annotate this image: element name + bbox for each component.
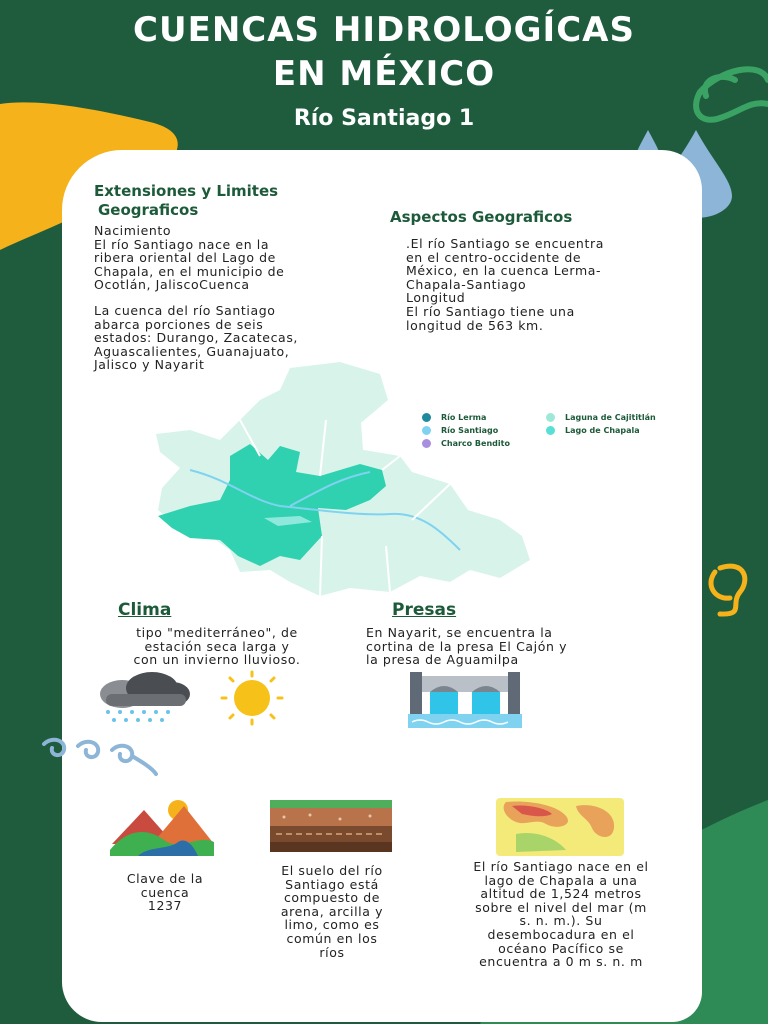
- legend-label: Charco Bendito: [441, 439, 510, 448]
- dam-icon: [408, 668, 522, 730]
- text-line: El río Santiago tiene una: [406, 303, 575, 319]
- text-line: Clave de la: [126, 871, 204, 886]
- mountains-icon: [108, 798, 216, 858]
- text-line: Chapala, en el municipio de: [94, 263, 285, 279]
- sun-icon: [204, 670, 300, 726]
- text-line: cortina de la presa El Cajón y: [366, 638, 568, 654]
- text-line: encuentra a 0 m s. n. m: [479, 954, 643, 970]
- text-line: El suelo del río: [281, 863, 383, 878]
- title-line-2: EN MÉXICO: [272, 54, 496, 94]
- legend-label: Río Lerma: [441, 413, 487, 422]
- text-line: El río Santiago nace en la: [94, 236, 270, 252]
- legend-dot-laguna-cajititlan: [546, 413, 555, 422]
- aspectos-heading: Aspectos Geograficos: [390, 208, 573, 226]
- altitud-text: [436, 860, 686, 969]
- text-line: estados: Durango, Zacatecas,: [94, 330, 299, 346]
- text-line: ribera oriental del Lago de: [94, 250, 276, 266]
- clima-heading: Clima: [118, 600, 172, 620]
- text-line: Santiago está: [285, 876, 379, 892]
- text-line: ríos: [319, 944, 345, 960]
- text-line: en el centro-occidente de: [406, 249, 582, 265]
- text-line: la presa de Aguamilpa: [366, 652, 519, 668]
- text-line: En Nayarit, se encuentra la: [366, 625, 553, 640]
- extensiones-heading-line1: Extensiones y Limites: [94, 182, 279, 200]
- soil-layers-icon: [270, 800, 392, 852]
- text-line: sobre el nivel del mar (m: [475, 899, 647, 915]
- text-line: s. n. m.). Su: [519, 913, 603, 929]
- legend-label: Lago de Chapala: [565, 426, 640, 435]
- text-line: tipo "mediterráneo", de: [136, 625, 298, 640]
- text-line: Ocotlán, JaliscoCuenca: [94, 277, 250, 293]
- legend-dot-rio-lerma: [422, 413, 431, 422]
- text-line: lago de Chapala a una: [484, 872, 638, 888]
- legend-dot-lago-chapala: [546, 426, 555, 435]
- rain-cloud-icon: [92, 672, 194, 728]
- text-line: La cuenca del río Santiago: [94, 303, 276, 318]
- text-line: con un invierno lluvioso.: [133, 652, 301, 668]
- text-line: compuesto de: [283, 890, 381, 906]
- extensiones-paragraph-1: [94, 224, 384, 292]
- text-line: .El río Santiago se encuentra: [406, 236, 604, 251]
- elevation-map-icon: [496, 798, 624, 856]
- jalisco-map: [150, 360, 540, 600]
- text-line: océano Pacífico se: [498, 940, 624, 956]
- clima-text: [92, 626, 342, 667]
- legend-label: Río Santiago: [441, 426, 499, 435]
- text-line: longitud de 563 km.: [406, 317, 544, 333]
- presas-text: [366, 626, 666, 667]
- text-line: Chapala-Santiago: [406, 276, 527, 292]
- text-line: cuenca: [140, 884, 190, 900]
- swirl-blue-decoration: [38, 734, 158, 778]
- legend-label: Laguna de Cajititlán: [565, 413, 656, 422]
- text-line: común en los: [286, 930, 378, 946]
- text-line: México, en la cuenca Lerma-: [406, 263, 602, 279]
- legend-dot-rio-santiago: [422, 426, 431, 435]
- text-line: abarca porciones de seis: [94, 316, 264, 332]
- subtitle: Río Santiago 1: [293, 106, 475, 131]
- swirl-right-yellow: [711, 566, 745, 614]
- text-line: arena, arcilla y: [280, 903, 384, 919]
- text-line: desembocadura en el: [487, 926, 635, 942]
- text-line: Jalisco y Nayarit: [94, 357, 205, 373]
- text-line: limo, como es: [284, 917, 380, 933]
- clave-cuenca-text: [90, 872, 240, 913]
- presas-heading: Presas: [392, 600, 457, 620]
- text-line: Aguascalientes, Guanajuato,: [94, 343, 290, 359]
- text-line: El río Santiago nace en el: [473, 859, 649, 874]
- extensiones-heading: [94, 182, 278, 220]
- text-line: estación seca larga y: [144, 638, 290, 654]
- text-line: Longitud: [406, 290, 466, 306]
- extensiones-heading-line2: Geograficos: [98, 201, 199, 219]
- text-line: altitud de 1,524 metros: [480, 886, 642, 902]
- aspectos-paragraph: [406, 237, 696, 332]
- text-line: Nacimiento: [94, 223, 172, 238]
- text-line: 1237: [147, 898, 183, 914]
- legend-dot-charco-bendito: [422, 439, 431, 448]
- suelo-text: [252, 864, 412, 959]
- title-line-1: CUENCAS HIDROLOGÍCAS: [133, 10, 635, 50]
